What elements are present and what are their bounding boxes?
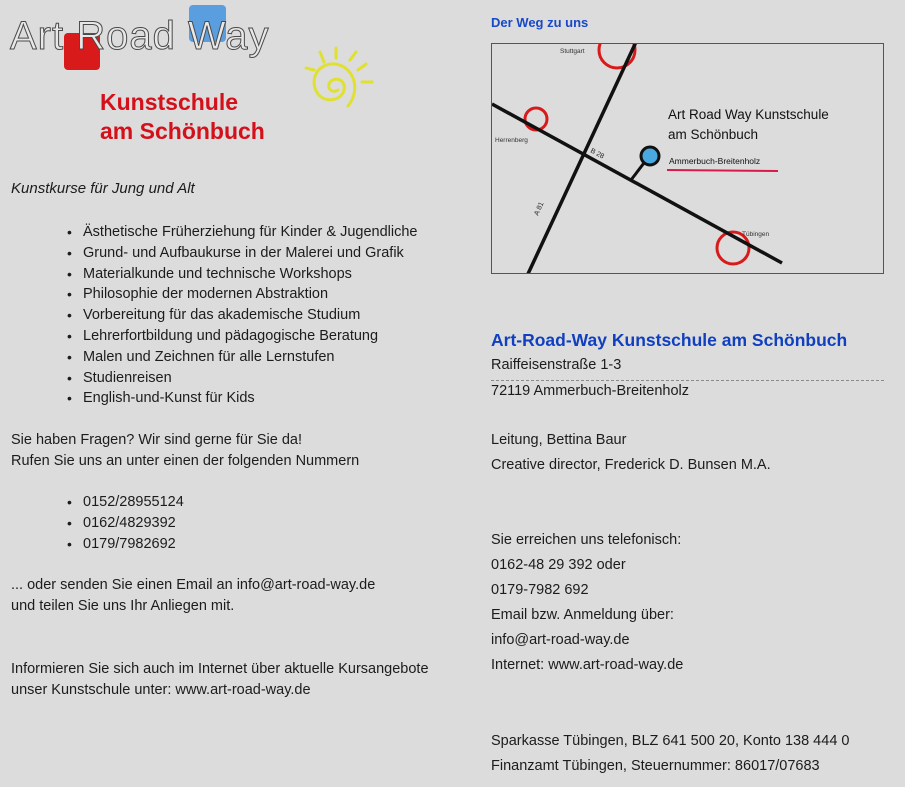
course-item: • Studienreisen: [67, 368, 418, 389]
location-underline: [667, 170, 778, 171]
school-title: [100, 88, 265, 146]
course-item: • Malen und Zeichnen für alle Lernstufen: [67, 347, 418, 368]
internet-line1: Informieren Sie sich auch im Internet über aktuelle Kursangebote: [11, 661, 429, 677]
course-item: • Lehrerfortbildung und pädagogische Beratung: [67, 326, 418, 347]
location-pin-icon: [641, 147, 659, 165]
map-title-line2: am Schönbuch: [668, 127, 759, 142]
map-location-label: Ammerbuch-Breitenholz: [669, 156, 761, 166]
sun-spiral-icon: [300, 44, 390, 124]
email-line1: ... oder senden Sie einen Email an info@art-road-way.de: [11, 577, 376, 593]
school-title-line1: Kunstschule: [100, 89, 239, 115]
course-item: • Vorbereitung für das akademische Studium: [67, 305, 418, 326]
course-item: • Ästhetische Früherziehung für Kinder & Jugendliche: [67, 222, 418, 243]
internet-line2: unser Kunstschule unter: www.art-road-way.de: [11, 682, 311, 698]
email-text: [11, 575, 375, 617]
phone-item: • 0162/4829392: [67, 513, 184, 534]
internet-text: [11, 659, 429, 701]
questions-line2: Rufen Sie uns an unter einen der folgenden Nummern: [11, 453, 360, 469]
map-title-line1: Art Road Way Kunstschule: [668, 107, 829, 122]
course-item: • English-und-Kunst für Kids: [67, 388, 418, 409]
contact-phone2: 0179-7982 692: [491, 582, 589, 598]
street: Raiffeisenstraße 1-3: [491, 357, 622, 373]
label-tuebingen: Tübingen: [742, 231, 770, 238]
bank-info: Sparkasse Tübingen, BLZ 641 500 20, Konto 138 444 0: [491, 733, 850, 749]
contact-intro: Sie erreichen uns telefonisch:: [491, 532, 682, 548]
course-item: • Philosophie der modernen Abstraktion: [67, 284, 418, 305]
contact-phone1: 0162-48 29 392 oder: [491, 557, 626, 573]
logo-text: Art Road Way: [10, 14, 270, 58]
tax-info: Finanzamt Tübingen, Steuernummer: 86017/07683: [491, 758, 820, 774]
address-divider: [491, 380, 884, 382]
director: Creative director, Frederick D. Bunsen M.A.: [491, 457, 771, 473]
city: 72119 Ammerbuch-Breitenholz: [491, 383, 690, 399]
label-herrenberg: Herrenberg: [495, 137, 528, 144]
school-title-line2: am Schönbuch: [100, 118, 265, 144]
label-a81: A 81: [533, 201, 546, 217]
map-graphic: [492, 44, 884, 274]
questions-text: [11, 430, 359, 472]
org-title: Art-Road-Way Kunstschule am Schönbuch: [491, 330, 848, 350]
contact-internet: Internet: www.art-road-way.de: [491, 657, 684, 673]
course-item: • Materialkunde und technische Workshops: [67, 264, 418, 285]
label-stuttgart: Stuttgart: [560, 48, 585, 55]
email-line2: und teilen Sie uns Ihr Anliegen mit.: [11, 598, 235, 614]
courses-subtitle: Kunstkurse für Jung und Alt: [11, 180, 195, 197]
course-item: • Grund- und Aufbaukurse in der Malerei und Grafik: [67, 243, 418, 264]
road-a81: [527, 44, 636, 274]
label-b28: B 28: [589, 147, 606, 161]
directions-map: [491, 43, 884, 274]
phone-item: • 0179/7982692: [67, 534, 184, 555]
map-heading: Der Weg zu uns: [491, 15, 589, 30]
phone-list: [67, 492, 184, 554]
contact-email: info@art-road-way.de: [491, 632, 630, 648]
course-list: [67, 222, 418, 409]
email-label: Email bzw. Anmeldung über:: [491, 607, 674, 623]
questions-line1: Sie haben Fragen? Wir sind gerne für Sie da!: [11, 432, 302, 448]
phone-item: • 0152/28955124: [67, 492, 184, 513]
leitung: Leitung, Bettina Baur: [491, 432, 627, 448]
